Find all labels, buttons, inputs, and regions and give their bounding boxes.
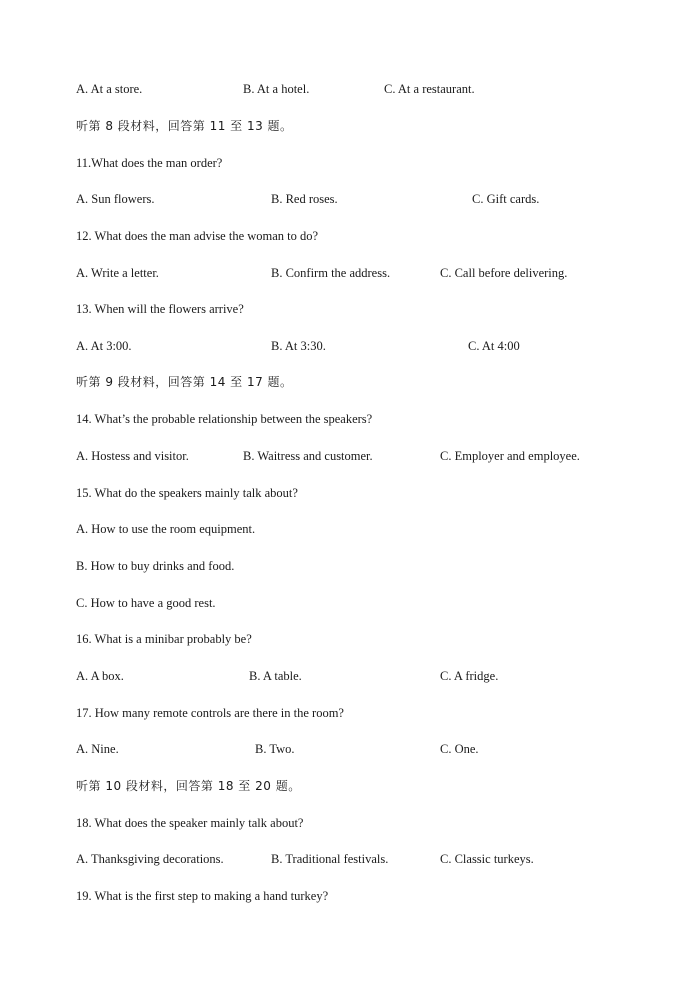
section-10-heading: 听第 10 段材料，回答第 18 至 20 题。: [76, 779, 301, 793]
question-12: 12. What does the man advise the woman to do?: [76, 229, 319, 243]
q11-option-a: A. Sun flowers.: [76, 192, 155, 206]
q13-option-c: C. At 4:00: [468, 339, 520, 353]
q11-option-b: B. Red roses.: [271, 192, 338, 206]
q18-option-c: C. Classic turkeys.: [440, 852, 534, 866]
section-9-heading: 听第 9 段材料，回答第 14 至 17 题。: [76, 375, 293, 389]
question-14: 14. What’s the probable relationship between the speakers?: [76, 412, 373, 426]
q14-option-a: A. Hostess and visitor.: [76, 449, 189, 463]
question-11: 11.What does the man order?: [76, 156, 223, 170]
q15-option-a: A. How to use the room equipment.: [76, 522, 256, 536]
q12-option-c: C. Call before delivering.: [440, 266, 568, 280]
q17-option-b: B. Two.: [255, 742, 295, 756]
q16-option-c: C. A fridge.: [440, 669, 499, 683]
q12-option-b: B. Confirm the address.: [271, 266, 391, 280]
q17-option-a: A. Nine.: [76, 742, 119, 756]
question-15: 15. What do the speakers mainly talk about?: [76, 486, 298, 500]
q10-option-c: C. At a restaurant.: [384, 82, 475, 96]
section-8-heading: 听第 8 段材料，回答第 11 至 13 题。: [76, 119, 293, 133]
q11-option-c: C. Gift cards.: [472, 192, 540, 206]
question-13: 13. When will the flowers arrive?: [76, 302, 244, 316]
q13-option-b: B. At 3:30.: [271, 339, 326, 353]
q14-option-c: C. Employer and employee.: [440, 449, 580, 463]
q15-option-b: B. How to buy drinks and food.: [76, 559, 235, 573]
question-19: 19. What is the first step to making a hand turkey?: [76, 889, 329, 903]
q18-option-a: A. Thanksgiving decorations.: [76, 852, 224, 866]
q10-option-a: A. At a store.: [76, 82, 143, 96]
q17-option-c: C. One.: [440, 742, 479, 756]
q16-option-a: A. A box.: [76, 669, 124, 683]
q13-option-a: A. At 3:00.: [76, 339, 132, 353]
q10-option-b: B. At a hotel.: [243, 82, 310, 96]
q16-option-b: B. A table.: [249, 669, 302, 683]
question-16: 16. What is a minibar probably be?: [76, 632, 252, 646]
q12-option-a: A. Write a letter.: [76, 266, 159, 280]
q14-option-b: B. Waitress and customer.: [243, 449, 373, 463]
question-18: 18. What does the speaker mainly talk about?: [76, 816, 304, 830]
q15-option-c: C. How to have a good rest.: [76, 596, 216, 610]
q18-option-b: B. Traditional festivals.: [271, 852, 389, 866]
question-17: 17. How many remote controls are there in the room?: [76, 706, 344, 720]
